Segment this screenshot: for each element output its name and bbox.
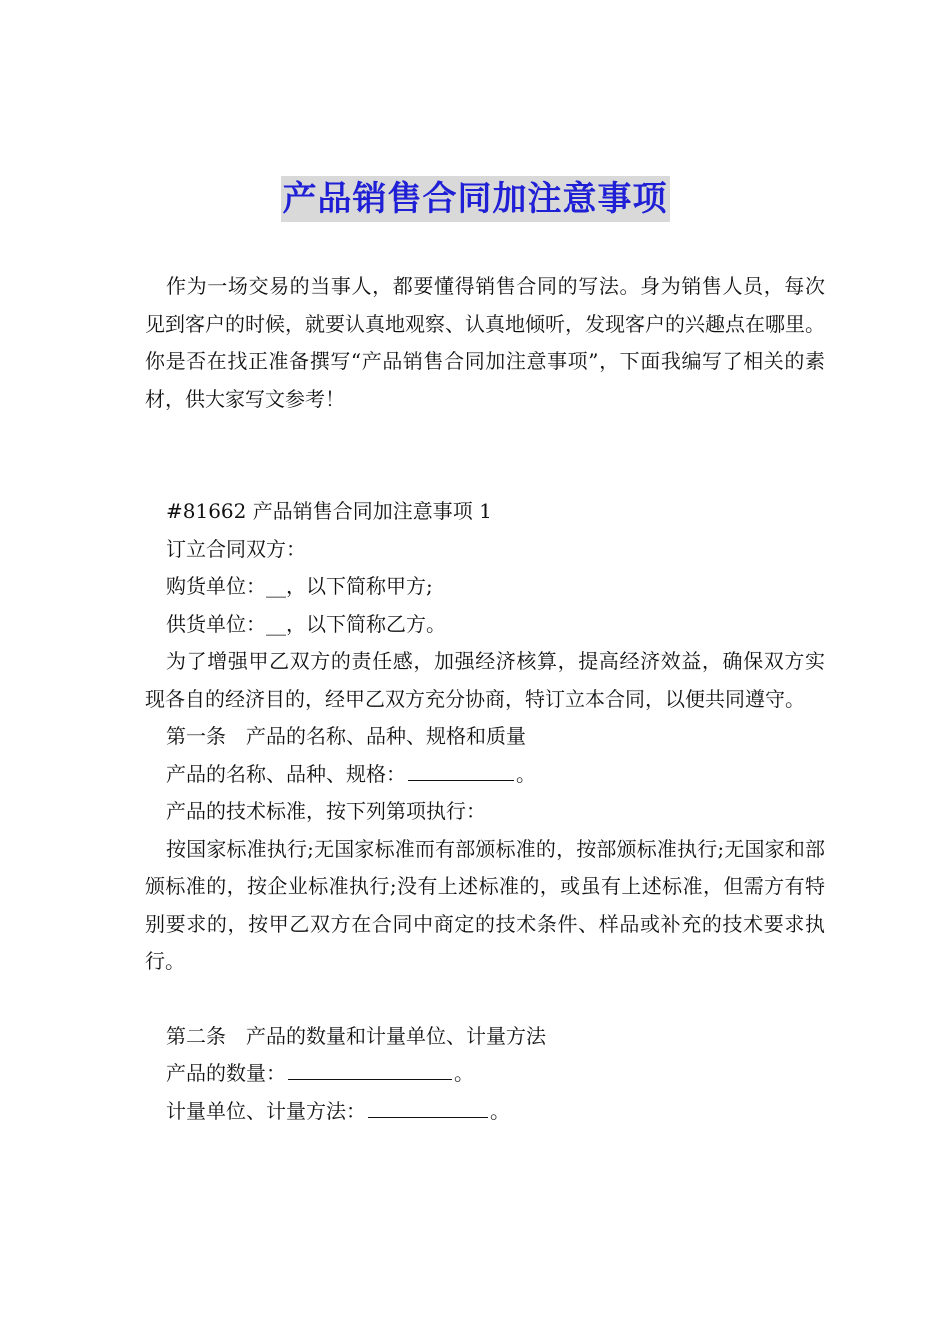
section-heading: #81662 产品销售合同加注意事项 1: [166, 499, 492, 523]
parties-heading: 订立合同双方：: [166, 536, 306, 561]
buyer-line: 购货单位：__，以下简称甲方;: [166, 574, 433, 598]
article1-standard-detail: 按国家标准执行;无国家标准而有部颁标准的，按部颁标准执行;无国家和部颁标准的，按企业标准执行;没有上述标准的，或虽有上述标准，但需方有特别要求的，按甲乙双方在合同中商定的技术条件、样品或补充的技术要求执行。: [145, 836, 825, 973]
article2-unit-method-line: [145, 1093, 825, 1131]
quantity-label: 产品的数量：: [166, 1061, 286, 1085]
unit-method-label: 计量单位、计量方法：: [166, 1098, 366, 1123]
name-spec-label: 产品的名称、品种、规格：: [166, 761, 406, 786]
article1-tech-standard: 产品的技术标准，按下列第项执行：: [166, 799, 486, 823]
purpose-paragraph: 为了增强甲乙双方的责任感，加强经济核算，提高经济效益，确保双方实现各自的经济目的，经甲乙双方充分协商，特订立本合同，以便共同遵守。: [145, 649, 825, 711]
name-spec-end: 。: [516, 761, 536, 786]
unit-method-end: 。: [490, 1098, 510, 1123]
article1-heading: 第一条 产品的名称、品种、规格和质量: [166, 724, 526, 748]
article2-quantity-line: [145, 1055, 825, 1093]
supplier-line: 供货单位：__，以下简称乙方。: [166, 611, 446, 636]
quantity-end: 。: [454, 1061, 474, 1085]
document-body: [145, 268, 825, 1130]
quantity-blank: [288, 1057, 452, 1080]
intro-paragraph: 作为一场交易的当事人，都要懂得销售合同的写法。身为销售人员，每次见到客户的时候，就要认真地观察、认真地倾听，发现客户的兴趣点在哪里。你是否在找正准备撰写“产品销售合同加注意事项”，下面我编写了相关的素材，供大家写文参考！: [145, 274, 825, 411]
spacer: [145, 418, 825, 493]
document-title: 产品销售合同加注意事项: [281, 176, 670, 222]
name-spec-blank: [408, 758, 514, 781]
title-container: [0, 176, 950, 222]
article2-heading: 第二条 产品的数量和计量单位、计量方法: [166, 1023, 546, 1048]
spacer: [145, 981, 825, 1018]
article1-name-spec-line: [145, 756, 825, 794]
unit-method-blank: [368, 1095, 488, 1118]
